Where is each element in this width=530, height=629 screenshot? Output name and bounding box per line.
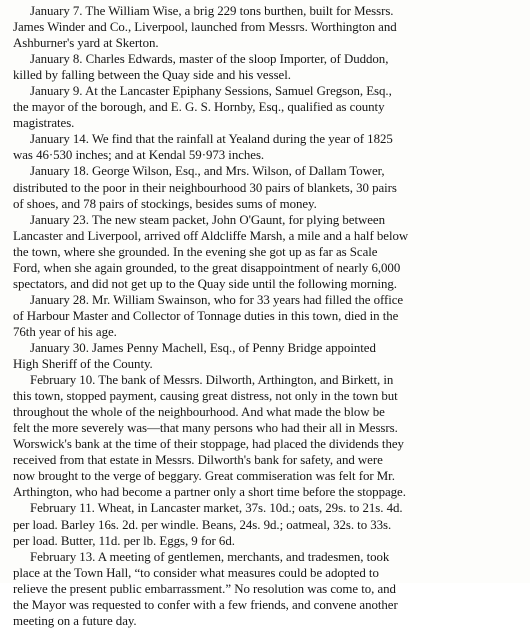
entry-line: per load. Barley 16s. 2d. per windle. Beans, 24s. 9d.; oatmeal, 32s. to 33s. xyxy=(13,517,392,532)
entry-line: January 14. We find that the rainfall at Yealand during the year of 1825 xyxy=(30,132,393,147)
entry-line: James Winder and Co., Liverpool, launched from Messrs. Worthington and xyxy=(13,20,397,35)
entry-jan-9 xyxy=(13,83,522,131)
entry-line: January 9. At the Lancaster Epiphany Sessions, Samuel Gregson, Esq., xyxy=(30,84,392,99)
entry-feb-11 xyxy=(13,500,522,548)
entry-line: January 18. George Wilson, Esq., and Mrs. Wilson, of Dallam Tower, xyxy=(30,164,385,179)
entry-line: this town, stopped payment, causing great distress, not only in the town but xyxy=(13,389,398,404)
entry-jan-7 xyxy=(13,3,522,51)
entry-line: received from that estate in Messrs. Dilworth's bank for safety, and were xyxy=(13,453,383,468)
entry-line: High Sheriff of the County. xyxy=(13,357,153,372)
entry-line: January 7. The William Wise, a brig 229 tons burthen, built for Messrs. xyxy=(30,4,394,18)
entry-line: meeting on a future day. xyxy=(13,613,137,628)
entry-line: the mayor of the borough, and E. G. S. Hornby, Esq., qualified as county xyxy=(13,100,385,115)
entry-line: January 8. Charles Edwards, master of the sloop Importer, of Duddon, xyxy=(30,52,389,67)
entry-line: throughout the whole of the neighbourhood. And what made the blow be xyxy=(13,405,385,420)
entry-feb-10 xyxy=(13,372,522,500)
entry-line: February 11. Wheat, in Lancaster market, 37s. 10d.; oats, 29s. to 21s. 4d. xyxy=(30,501,403,516)
entry-line: January 23. The new steam packet, John O'Gaunt, for plying between xyxy=(30,212,385,227)
entry-line: February 10. The bank of Messrs. Dilworth, Arthington, and Birkett, in xyxy=(30,373,394,388)
entry-line: of Harbour Master and Collector of Tonnage duties in this town, died in the xyxy=(13,308,399,323)
entry-line: the Mayor was requested to confer with a few friends, and convene another xyxy=(13,597,398,612)
entry-line: 76th year of his age. xyxy=(13,324,117,339)
entry-feb-13 xyxy=(13,549,522,629)
entry-line: now brought to the verge of beggary. Great commiseration was felt for Mr. xyxy=(13,469,395,484)
entry-line: was 46·530 inches; and at Kendal 59·973 inches. xyxy=(13,148,265,163)
entry-line: per load. Butter, 11d. per lb. Eggs, 9 for 6d. xyxy=(13,533,235,548)
entry-line: Ford, when she again grounded, to the great disappointment of nearly 6,000 xyxy=(13,260,401,275)
entry-line: February 13. A meeting of gentlemen, merchants, and tradesmen, took xyxy=(30,549,390,564)
entry-jan-23 xyxy=(13,212,522,292)
entry-jan-18 xyxy=(13,163,522,211)
entry-jan-8 xyxy=(13,51,522,83)
entry-line: magistrates. xyxy=(13,116,75,131)
entry-line: of shoes, and 78 pairs of stockings, besides sums of money. xyxy=(13,196,317,211)
entry-line: Arthington, who had become a partner only a short time before the stoppage. xyxy=(13,485,406,500)
entry-line: spectators, and did not get up to the Quay side until the following morning. xyxy=(13,276,397,291)
entry-line: January 30. James Penny Machell, Esq., of Penny Bridge appointed xyxy=(30,340,376,355)
entry-line: the town, where she grounded. In the evening she got up as far as Scale xyxy=(13,244,378,259)
entry-line: Ashburner's yard at Skerton. xyxy=(13,36,159,51)
entry-line: felt the more severely was—that many persons who had their all in Messrs. xyxy=(13,421,398,436)
entry-line: relieve the present public embarrassment.” No resolution was come to, and xyxy=(13,581,396,596)
entry-jan-30 xyxy=(13,340,522,372)
entry-line: distributed to the poor in their neighbourhood 30 pairs of blankets, 30 pairs xyxy=(13,180,397,195)
entry-jan-28 xyxy=(13,292,522,340)
entry-line: place at the Town Hall, “to consider what measures could be adopted to xyxy=(13,565,379,580)
entry-line: killed by falling between the Quay side and his vessel. xyxy=(13,68,291,83)
entry-line: Lancaster and Liverpool, arrived off Aldcliffe Marsh, a mile and a half below xyxy=(13,228,409,243)
entry-jan-14 xyxy=(13,131,522,163)
entry-line: Worswick's bank at the time of their stoppage, had placed the dividends they xyxy=(13,437,404,452)
entry-line: January 28. Mr. William Swainson, who for 33 years had filled the office xyxy=(30,292,404,307)
